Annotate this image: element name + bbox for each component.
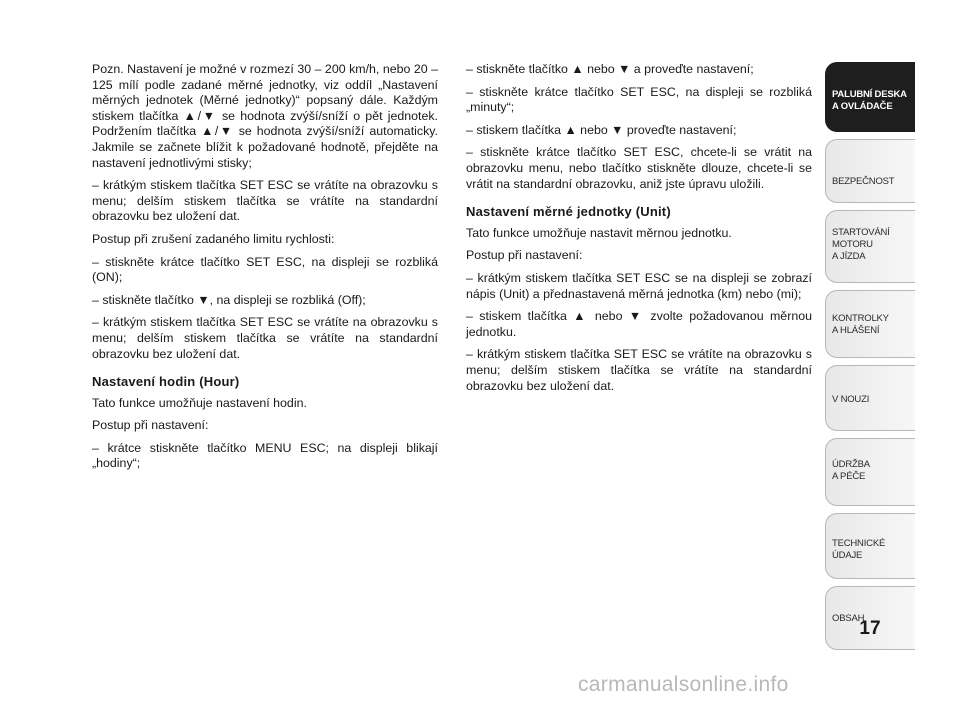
cancel-step-1: – stiskněte krátce tlačítko SET ESC, na displeji se rozbliká (ON); xyxy=(92,254,438,285)
tab-v-nouzi[interactable] xyxy=(825,365,915,431)
set-esc-return-instruction: – krátkým stiskem tlačítka SET ESC se vrátíte na obrazovku s menu; delším stiskem tlačítka se vrátíte na standardní obrazovku bez uložení dat. xyxy=(92,178,438,224)
hour-step-2: – stiskněte tlačítko ▲ nebo ▼ a proveďte nastavení; xyxy=(466,62,754,76)
tab-label: STARTOVÁNÍ MOTORU A JÍZDA xyxy=(832,227,890,262)
hour-step-4: – stiskem tlačítka ▲ nebo ▼ proveďte nastavení; xyxy=(466,122,737,137)
unit-step-1: – krátkým stiskem tlačítka SET ESC se na displeji se zobrazí nápis (Unit) a přednastavená měrná jednotka (km) nebo (mi); xyxy=(466,270,812,301)
unit-setting-heading: Nastavení měrné jednotky (Unit) xyxy=(466,204,671,220)
cancel-limit-procedure-label: Postup při zrušení zadaného limitu rychlosti: xyxy=(92,231,335,246)
unit-procedure-label: Postup při nastavení: xyxy=(466,248,583,263)
tab-bezpecnost[interactable] xyxy=(825,139,915,203)
speed-limit-note: Pozn. Nastavení je možné v rozmezí 30 – 200 km/h, nebo 20 – 125 mílí podle zadané měrné jednotky, viz oddíl „Nastavení měrných jednotek (Měrné jednotky)“ popsaný dále. Každým stiskem tlačítka ▲/▼ se hodnota zvýší/sníží o pět jednotek. Podržením tlačítka ▲/▼ se hodnota zvýší/sníží automaticky. Jakmile se začnete blížit k požadované hodnotě, přejděte na nastavení jednotlivými stisky; xyxy=(92,62,438,170)
tab-label: PALUBNÍ DESKA A OVLÁDAČE xyxy=(832,89,907,112)
unit-function-description: Tato funkce umožňuje nastavit měrnou jednotku. xyxy=(466,225,732,240)
hour-step-5: – stiskněte krátce tlačítko SET ESC, chcete-li se vrátit na obrazovku menu, nebo tlačítko stiskněte dlouze, chcete-li se vrátit na standardní obrazovku, aniž jste úpravu uložili. xyxy=(466,145,812,191)
tab-label: TECHNICKÉ ÚDAJE xyxy=(832,538,886,561)
chapter-tabs xyxy=(825,62,915,657)
hour-procedure-label: Postup při nastavení: xyxy=(92,418,209,433)
cancel-step-2: – stiskněte tlačítko ▼, na displeji se rozbliká (Off); xyxy=(92,292,366,307)
tab-label: BEZPEČNOST xyxy=(832,176,895,187)
unit-step-2: – stiskem tlačítka ▲ nebo ▼ zvolte požadovanou měrnou jednotku. xyxy=(466,309,812,339)
tab-label: OBSAH xyxy=(832,613,865,624)
tab-label: KONTROLKY A HLÁŠENÍ xyxy=(832,313,889,336)
tab-kontrolky[interactable] xyxy=(825,290,915,358)
unit-step-3: – krátkým stiskem tlačítka SET ESC se vrátíte na obrazovku s menu; delším stiskem tlačítka se vrátíte na standardní obrazovku bez uložení dat. xyxy=(466,347,812,393)
hour-function-description: Tato funkce umožňuje nastavení hodin. xyxy=(92,395,307,410)
right-text-column xyxy=(466,62,812,401)
hour-step-1: – krátce stiskněte tlačítko MENU ESC; na displeji blikají „hodiny“; xyxy=(92,440,438,471)
hour-setting-heading: Nastavení hodin (Hour) xyxy=(92,374,240,390)
watermark: carmanualsonline.info xyxy=(578,673,789,696)
tab-label: V NOUZI xyxy=(832,394,870,405)
cancel-step-3: – krátkým stiskem tlačítka SET ESC se vrátíte na obrazovku s menu; delším stiskem tlačítka se vrátíte na standardní obrazovku bez uložení dat. xyxy=(92,315,438,361)
tab-palubni-deska[interactable] xyxy=(825,62,915,132)
tab-udrzba[interactable] xyxy=(825,438,915,506)
tab-startovani-motoru[interactable] xyxy=(825,210,915,283)
page-number: 17 xyxy=(859,618,881,639)
tab-technicke-udaje[interactable] xyxy=(825,513,915,579)
hour-step-3: – stiskněte krátce tlačítko SET ESC, na displeji se rozbliká „minuty“; xyxy=(466,84,812,115)
left-text-column xyxy=(92,62,438,479)
tab-label: ÚDRŽBA A PÉČE xyxy=(832,459,870,482)
